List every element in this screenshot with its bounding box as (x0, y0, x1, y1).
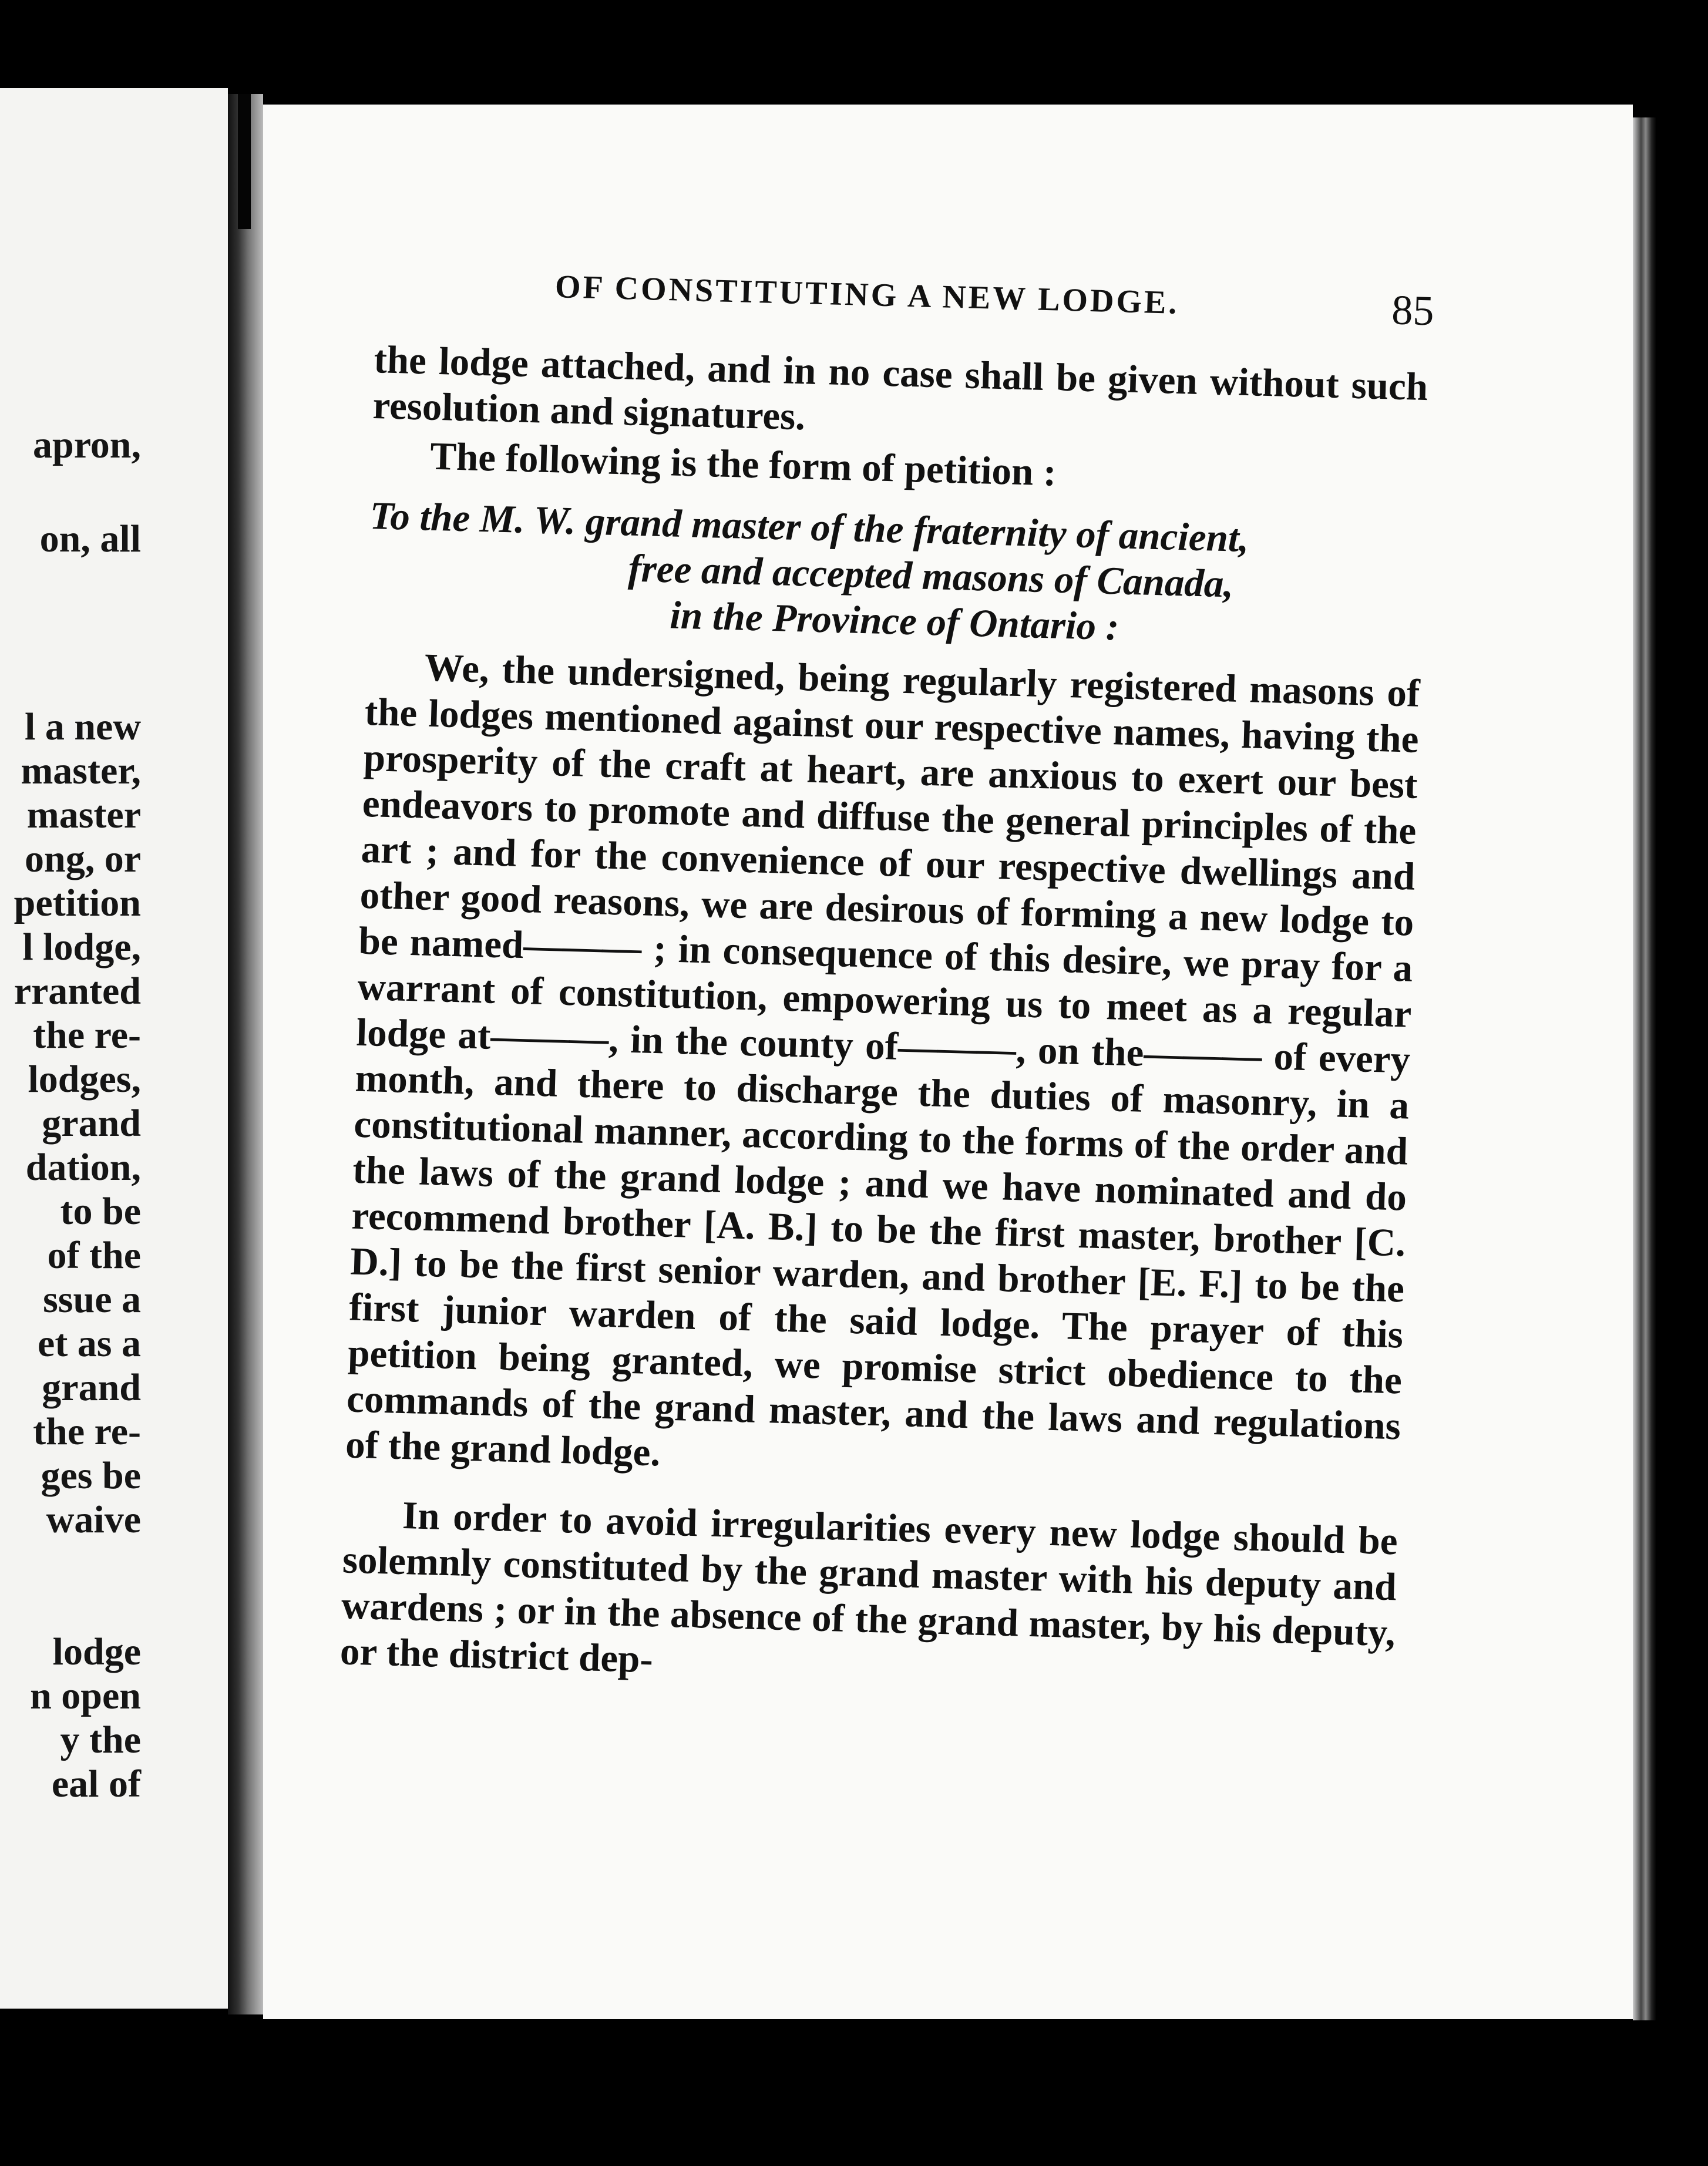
petition-salutation (367, 493, 1425, 658)
paragraph-constitution: In order to avoid irregularities every new lodge should be solemnly constituted by the grand master with his deputy and wardens ; or in the absence of the grand master, by his deputy, or the district dep- (339, 1494, 1398, 1681)
paragraph-form-intro: The following is the form of petition : (429, 434, 1057, 495)
left-page-line: l a new (25, 705, 141, 748)
paragraph-continuation: the lodge attached, and in no case shall be given without such resolution and signatures. (372, 338, 1429, 439)
left-page-line: grand (42, 1102, 141, 1145)
page-number: 85 (1391, 286, 1435, 335)
salutation-line: To the M. W. grand master of the fraternity of ancient, (369, 494, 1250, 561)
left-page-line: apron, (32, 423, 141, 466)
left-page-line: master, (21, 749, 141, 792)
left-page-line: to be (60, 1190, 141, 1233)
left-page-line: the re- (33, 1014, 141, 1057)
petition-text: We, the undersigned, being regularly registered masons of the lodges mentioned against our respective names, having the prosperity of the craft at heart, are anxious to exert our best endeavors to promote and diffuse the general principles of the art ; and for the convenience of our respective dwellings and other good reasons, we are desirous of forming a new lodge to be named——— ; in consequence of this desire, we pray for a warrant of constitution, empowering us to meet as a regular lodge at———, in the county of———, on the——— of every month, and there to discharge the duties of masonry, in a constitutional manner, according to the forms of the order and the laws of the grand lodge ; and we have nominated and do recommend brother [A. B.] to be the first master, brother [C. D.] to be the first senior warden, and brother [E. F.] to be the first junior warden of the said lodge. The prayer of this petition being granted, we promise strict obedience to the commands of the grand master, and the laws and regulations of the grand lodge. (345, 645, 1421, 1475)
page-edge (1633, 117, 1656, 2020)
left-page-line: petition (14, 882, 141, 924)
left-page-line: l lodge, (22, 926, 141, 968)
page-body (339, 337, 1428, 1705)
left-page-line: on, all (39, 517, 141, 560)
left-page-line: n open (30, 1674, 141, 1717)
left-page-line: dation, (25, 1146, 141, 1189)
left-page-line: et as a (38, 1322, 141, 1365)
left-page-line: lodges, (28, 1058, 141, 1101)
right-page (263, 105, 1633, 2019)
left-page-line: master (26, 793, 141, 836)
salutation-line: in the Province of Ontario : (669, 593, 1120, 649)
left-page-line: of the (47, 1234, 141, 1277)
left-page-line: rranted (14, 970, 141, 1013)
spine-shadow (238, 94, 251, 229)
left-page-line: grand (42, 1366, 141, 1409)
left-page-line: the re- (33, 1410, 141, 1453)
left-page-line: ong, or (25, 838, 141, 880)
left-page-line: waive (46, 1498, 141, 1541)
left-page-line: y the (60, 1718, 141, 1761)
salutation-line: free and accepted masons of Canada, (627, 546, 1235, 606)
left-page-line: lodge (52, 1630, 141, 1673)
left-page-line: ssue a (43, 1278, 141, 1321)
running-head: OF CONSTITUTING A NEW LODGE. (554, 268, 1180, 321)
left-page (0, 88, 228, 2009)
left-page-line: ges be (41, 1454, 141, 1497)
left-page-line: eal of (51, 1763, 141, 1805)
